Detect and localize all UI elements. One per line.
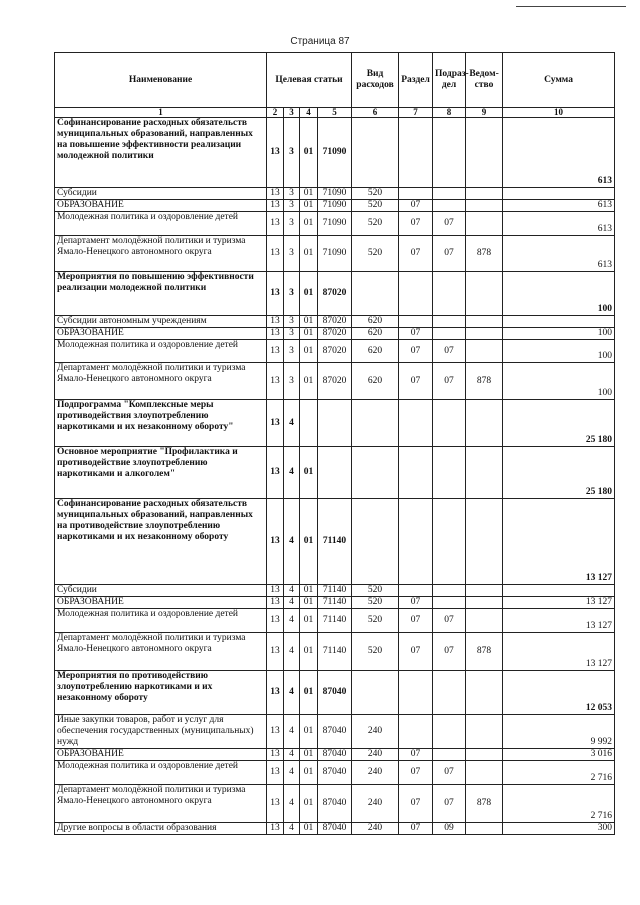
subsection: 07 <box>433 609 466 633</box>
section: 07 <box>399 212 433 236</box>
expense-type: 520 <box>352 236 399 272</box>
target-code-direction: 87020 <box>318 272 352 316</box>
department-code <box>466 609 503 633</box>
department-code: 878 <box>466 633 503 671</box>
target-code-event: 01 <box>300 212 318 236</box>
row-name: Субсидии <box>55 188 267 200</box>
col-number: 3 <box>284 108 300 118</box>
row-sum: 100 <box>503 328 615 340</box>
table-row <box>55 118 615 188</box>
target-code-event: 01 <box>300 272 318 316</box>
table-row <box>55 363 615 400</box>
target-code-subprogram: 3 <box>284 188 300 200</box>
table-row <box>55 340 615 363</box>
target-code-program: 13 <box>267 236 284 272</box>
target-code-event: 01 <box>300 328 318 340</box>
target-code-direction: 87040 <box>318 671 352 715</box>
department-code: 878 <box>466 236 503 272</box>
section: 07 <box>399 340 433 363</box>
section: 07 <box>399 363 433 400</box>
department-code <box>466 597 503 609</box>
col-number: 1 <box>55 108 267 118</box>
col-number: 10 <box>503 108 615 118</box>
section <box>399 316 433 328</box>
target-code-direction: 71090 <box>318 188 352 200</box>
target-code-subprogram: 3 <box>284 200 300 212</box>
row-name: Подпрограмма "Комплексные меры противодействия злоупотреблению наркотиками и их незаконному обороту" <box>55 400 267 447</box>
corner-mark <box>516 0 626 7</box>
target-code-direction: 87040 <box>318 715 352 749</box>
target-code-subprogram: 3 <box>284 212 300 236</box>
target-code-direction: 71090 <box>318 212 352 236</box>
subsection: 09 <box>433 823 466 835</box>
target-code-subprogram: 4 <box>284 749 300 761</box>
target-code-subprogram: 3 <box>284 328 300 340</box>
col-number: 5 <box>318 108 352 118</box>
target-code-program: 13 <box>267 749 284 761</box>
target-code-program: 13 <box>267 597 284 609</box>
subsection <box>433 272 466 316</box>
row-name: Молодежная политика и оздоровление детей <box>55 212 267 236</box>
row-name: Молодежная политика и оздоровление детей <box>55 340 267 363</box>
target-code-event: 01 <box>300 609 318 633</box>
department-code <box>466 671 503 715</box>
target-code-subprogram: 4 <box>284 447 300 499</box>
department-code <box>466 272 503 316</box>
header-expense-type: Вид расходов <box>352 53 399 108</box>
target-code-event: 01 <box>300 823 318 835</box>
target-code-direction: 71090 <box>318 236 352 272</box>
target-code-direction <box>318 400 352 447</box>
row-name: Молодежная политика и оздоровление детей <box>55 609 267 633</box>
table-row <box>55 447 615 499</box>
target-code-program: 13 <box>267 609 284 633</box>
target-code-subprogram: 4 <box>284 585 300 597</box>
target-code-event: 01 <box>300 316 318 328</box>
row-name: Софинансирование расходных обязательств муниципальных образований, направленных на противодействие злоупотреблению наркотиками и их незаконному обороту <box>55 499 267 585</box>
target-code-subprogram: 4 <box>284 823 300 835</box>
target-code-direction: 71140 <box>318 609 352 633</box>
department-code <box>466 585 503 597</box>
table-row <box>55 749 615 761</box>
header-subsection: Подраз-дел <box>433 53 466 108</box>
header-section: Раздел <box>399 53 433 108</box>
row-sum: 300 <box>503 823 615 835</box>
section <box>399 400 433 447</box>
table-row <box>55 188 615 200</box>
row-sum: 25 180 <box>503 447 615 499</box>
row-name: Иные закупки товаров, работ и услуг для обеспечения государственных (муниципальных) нужд <box>55 715 267 749</box>
subsection: 07 <box>433 340 466 363</box>
row-name: Департамент молодёжной политики и туризма Ямало-Ненецкого автономного округа <box>55 363 267 400</box>
expense-type <box>352 499 399 585</box>
row-name: Мероприятия по противодействию злоупотреблению наркотиками и их незаконному обороту <box>55 671 267 715</box>
header-row <box>55 53 615 108</box>
expense-type <box>352 118 399 188</box>
page-number: Страница 87 <box>290 36 350 47</box>
target-code-subprogram: 3 <box>284 272 300 316</box>
target-code-program: 13 <box>267 823 284 835</box>
header-name: Наименование <box>55 53 267 108</box>
target-code-direction: 71140 <box>318 585 352 597</box>
expense-type: 240 <box>352 823 399 835</box>
subsection <box>433 585 466 597</box>
table-row <box>55 609 615 633</box>
target-code-direction: 87020 <box>318 328 352 340</box>
target-code-subprogram: 4 <box>284 597 300 609</box>
row-sum: 613 <box>503 236 615 272</box>
target-code-program: 13 <box>267 499 284 585</box>
expense-type: 620 <box>352 316 399 328</box>
target-code-event: 01 <box>300 715 318 749</box>
table-row <box>55 785 615 823</box>
row-name: ОБРАЗОВАНИЕ <box>55 749 267 761</box>
expense-type <box>352 272 399 316</box>
department-code <box>466 715 503 749</box>
row-name: Мероприятия по повышению эффективности реализации молодежной политики <box>55 272 267 316</box>
target-code-program: 13 <box>267 328 284 340</box>
expense-type: 520 <box>352 633 399 671</box>
target-code-subprogram: 3 <box>284 316 300 328</box>
target-code-subprogram: 4 <box>284 499 300 585</box>
table-row <box>55 671 615 715</box>
row-sum: 613 <box>503 118 615 188</box>
table-row <box>55 823 615 835</box>
subsection: 07 <box>433 761 466 785</box>
target-code-subprogram: 3 <box>284 236 300 272</box>
row-name: ОБРАЗОВАНИЕ <box>55 328 267 340</box>
row-sum: 100 <box>503 340 615 363</box>
table-row <box>55 272 615 316</box>
department-code <box>466 340 503 363</box>
expense-type: 620 <box>352 363 399 400</box>
target-code-event: 01 <box>300 188 318 200</box>
subsection: 07 <box>433 785 466 823</box>
section: 07 <box>399 785 433 823</box>
expense-type <box>352 671 399 715</box>
section: 07 <box>399 236 433 272</box>
department-code <box>466 316 503 328</box>
target-code-subprogram: 4 <box>284 715 300 749</box>
row-sum <box>503 316 615 328</box>
target-code-event: 01 <box>300 447 318 499</box>
target-code-program: 13 <box>267 671 284 715</box>
target-code-event: 01 <box>300 499 318 585</box>
section: 07 <box>399 633 433 671</box>
col-number: 9 <box>466 108 503 118</box>
target-code-subprogram: 3 <box>284 118 300 188</box>
department-code <box>466 188 503 200</box>
target-code-direction: 87020 <box>318 316 352 328</box>
row-sum: 13 127 <box>503 499 615 585</box>
table-row <box>55 633 615 671</box>
row-name: ОБРАЗОВАНИЕ <box>55 597 267 609</box>
row-sum: 13 127 <box>503 609 615 633</box>
subsection <box>433 188 466 200</box>
target-code-direction: 87020 <box>318 340 352 363</box>
target-code-direction: 71140 <box>318 597 352 609</box>
subsection: 07 <box>433 363 466 400</box>
subsection <box>433 316 466 328</box>
row-sum: 3 016 <box>503 749 615 761</box>
header-department: Ведом-ство <box>466 53 503 108</box>
expense-type: 240 <box>352 761 399 785</box>
target-code-program: 13 <box>267 761 284 785</box>
budget-table <box>54 52 615 835</box>
expense-type: 240 <box>352 785 399 823</box>
section <box>399 188 433 200</box>
row-sum: 613 <box>503 200 615 212</box>
target-code-program: 13 <box>267 400 284 447</box>
target-code-program: 13 <box>267 272 284 316</box>
section <box>399 272 433 316</box>
subsection <box>433 715 466 749</box>
header-sum: Сумма <box>503 53 615 108</box>
target-code-event: 01 <box>300 585 318 597</box>
row-sum: 2 716 <box>503 761 615 785</box>
row-name: Основное мероприятие "Профилактика и противодействие злоупотреблению наркотиками и алкоголем" <box>55 447 267 499</box>
expense-type: 520 <box>352 200 399 212</box>
section: 07 <box>399 749 433 761</box>
target-code-event: 01 <box>300 200 318 212</box>
target-code-subprogram: 4 <box>284 609 300 633</box>
expense-type: 620 <box>352 340 399 363</box>
row-sum: 13 127 <box>503 633 615 671</box>
row-sum: 613 <box>503 212 615 236</box>
table-row <box>55 200 615 212</box>
target-code-event: 01 <box>300 118 318 188</box>
row-sum: 12 053 <box>503 671 615 715</box>
section <box>399 715 433 749</box>
table-row <box>55 761 615 785</box>
col-number: 8 <box>433 108 466 118</box>
target-code-program: 13 <box>267 200 284 212</box>
department-code <box>466 499 503 585</box>
target-code-program: 13 <box>267 188 284 200</box>
section: 07 <box>399 823 433 835</box>
target-code-direction: 87040 <box>318 785 352 823</box>
target-code-event: 01 <box>300 236 318 272</box>
row-name: Субсидии <box>55 585 267 597</box>
target-code-subprogram: 4 <box>284 761 300 785</box>
target-code-direction: 71090 <box>318 118 352 188</box>
department-code: 878 <box>466 785 503 823</box>
section <box>399 585 433 597</box>
department-code <box>466 447 503 499</box>
target-code-event: 01 <box>300 340 318 363</box>
expense-type: 620 <box>352 328 399 340</box>
section: 07 <box>399 328 433 340</box>
section: 07 <box>399 597 433 609</box>
target-code-direction: 71140 <box>318 633 352 671</box>
subsection <box>433 118 466 188</box>
row-name: Субсидии автономным учреждениям <box>55 316 267 328</box>
department-code: 878 <box>466 363 503 400</box>
table-row <box>55 212 615 236</box>
target-code-program: 13 <box>267 447 284 499</box>
target-code-program: 13 <box>267 316 284 328</box>
table-row <box>55 499 615 585</box>
section: 07 <box>399 200 433 212</box>
target-code-subprogram: 4 <box>284 633 300 671</box>
target-code-subprogram: 4 <box>284 400 300 447</box>
target-code-subprogram: 3 <box>284 363 300 400</box>
target-code-direction <box>318 447 352 499</box>
target-code-subprogram: 3 <box>284 340 300 363</box>
department-code <box>466 328 503 340</box>
expense-type: 520 <box>352 585 399 597</box>
target-code-program: 13 <box>267 363 284 400</box>
target-code-direction: 71090 <box>318 200 352 212</box>
expense-type <box>352 400 399 447</box>
target-code-program: 13 <box>267 340 284 363</box>
department-code <box>466 749 503 761</box>
subsection: 07 <box>433 236 466 272</box>
target-code-event: 01 <box>300 363 318 400</box>
target-code-program: 13 <box>267 785 284 823</box>
table-row <box>55 236 615 272</box>
target-code-direction: 87040 <box>318 761 352 785</box>
row-sum: 9 992 <box>503 715 615 749</box>
expense-type: 520 <box>352 212 399 236</box>
subsection: 07 <box>433 633 466 671</box>
expense-type: 520 <box>352 597 399 609</box>
expense-type: 240 <box>352 749 399 761</box>
subsection <box>433 597 466 609</box>
subsection <box>433 499 466 585</box>
expense-type: 520 <box>352 188 399 200</box>
row-name: ОБРАЗОВАНИЕ <box>55 200 267 212</box>
row-name: Софинансирование расходных обязательств муниципальных образований, направленных на повышение эффективности реализации молодежной политики <box>55 118 267 188</box>
target-code-event: 01 <box>300 597 318 609</box>
target-code-event: 01 <box>300 761 318 785</box>
row-sum: 2 716 <box>503 785 615 823</box>
department-code <box>466 212 503 236</box>
target-code-program: 13 <box>267 715 284 749</box>
target-code-direction: 87040 <box>318 749 352 761</box>
expense-type <box>352 447 399 499</box>
col-number: 4 <box>300 108 318 118</box>
section: 07 <box>399 609 433 633</box>
subsection <box>433 400 466 447</box>
target-code-subprogram: 4 <box>284 785 300 823</box>
col-number: 6 <box>352 108 399 118</box>
table-row <box>55 316 615 328</box>
row-sum <box>503 585 615 597</box>
row-sum: 100 <box>503 363 615 400</box>
table-row <box>55 585 615 597</box>
row-sum <box>503 188 615 200</box>
expense-type: 520 <box>352 609 399 633</box>
target-code-subprogram: 4 <box>284 671 300 715</box>
target-code-event: 01 <box>300 749 318 761</box>
subsection <box>433 749 466 761</box>
department-code <box>466 400 503 447</box>
row-sum: 100 <box>503 272 615 316</box>
subsection <box>433 671 466 715</box>
col-number: 2 <box>267 108 284 118</box>
section <box>399 118 433 188</box>
department-code <box>466 823 503 835</box>
target-code-program: 13 <box>267 585 284 597</box>
row-name: Молодежная политика и оздоровление детей <box>55 761 267 785</box>
section <box>399 499 433 585</box>
subsection <box>433 328 466 340</box>
target-code-direction: 87020 <box>318 363 352 400</box>
expense-type: 240 <box>352 715 399 749</box>
target-code-event: 01 <box>300 785 318 823</box>
target-code-event: 01 <box>300 633 318 671</box>
col-number: 7 <box>399 108 433 118</box>
table-row <box>55 328 615 340</box>
department-code <box>466 200 503 212</box>
table-row <box>55 400 615 447</box>
department-code <box>466 761 503 785</box>
target-code-event: 01 <box>300 671 318 715</box>
table-body <box>55 118 615 835</box>
header-target: Целевая статьи <box>267 53 352 108</box>
subsection <box>433 447 466 499</box>
section <box>399 671 433 715</box>
department-code <box>466 118 503 188</box>
subsection: 07 <box>433 212 466 236</box>
row-sum: 13 127 <box>503 597 615 609</box>
target-code-program: 13 <box>267 633 284 671</box>
section: 07 <box>399 761 433 785</box>
target-code-program: 13 <box>267 212 284 236</box>
row-name: Другие вопросы в области образования <box>55 823 267 835</box>
subsection <box>433 200 466 212</box>
table-row <box>55 597 615 609</box>
row-sum: 25 180 <box>503 400 615 447</box>
section <box>399 447 433 499</box>
row-name: Департамент молодёжной политики и туризма Ямало-Ненецкого автономного округа <box>55 633 267 671</box>
target-code-program: 13 <box>267 118 284 188</box>
row-name: Департамент молодёжной политики и туризма Ямало-Ненецкого автономного округа <box>55 236 267 272</box>
table-row <box>55 715 615 749</box>
target-code-event <box>300 400 318 447</box>
target-code-direction: 87040 <box>318 823 352 835</box>
column-number-row <box>55 108 615 118</box>
row-name: Департамент молодёжной политики и туризма Ямало-Ненецкого автономного округа <box>55 785 267 823</box>
target-code-direction: 71140 <box>318 499 352 585</box>
